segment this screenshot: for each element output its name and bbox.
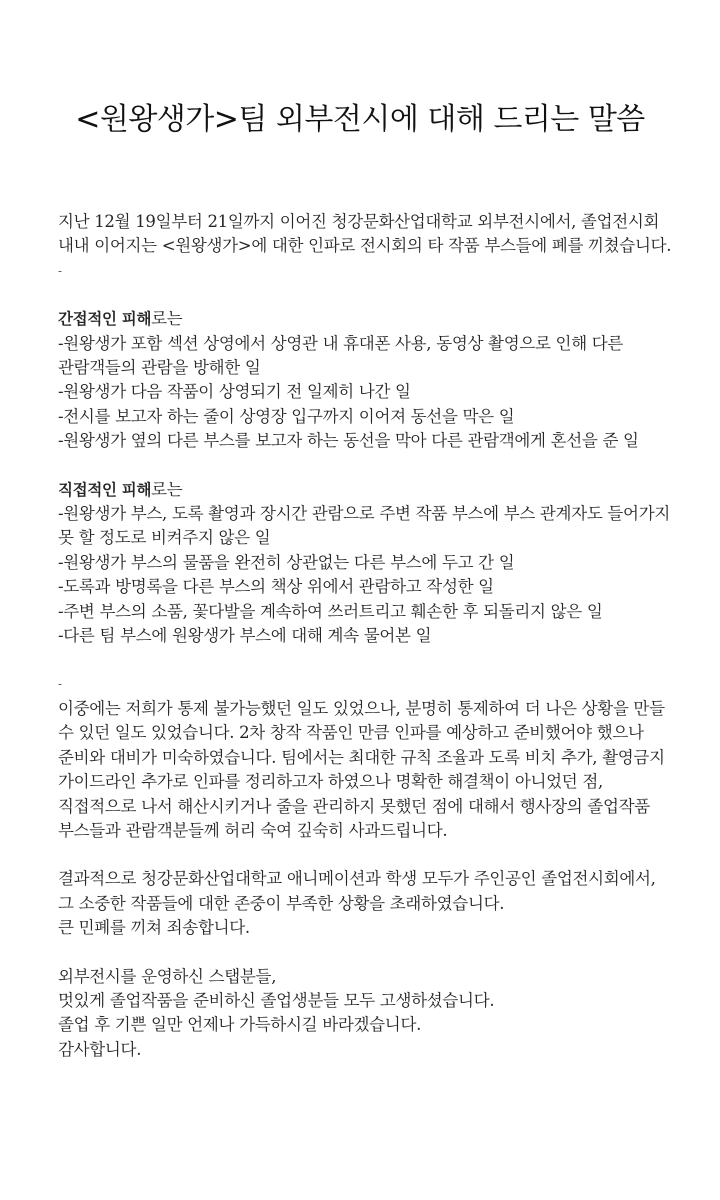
indirect-damage-section <box>58 307 678 453</box>
indirect-damage-heading <box>58 307 678 331</box>
apology-line: 이중에는 저희가 통제 불가능했던 일도 있었으나, 분명히 통제하여 더 나은 상황을 만들 <box>58 698 665 718</box>
list-item: -주변 부스의 소품, 꽃다발을 계속하여 쓰러트리고 훼손한 후 되돌리지 않은 일 <box>58 601 603 621</box>
closing-line: 감사합니다. <box>58 1039 142 1059</box>
intro-line: 내내 이어지는 <원왕생가>에 대한 인파로 전시회의 타 작품 부스들에 폐를 끼쳤습니다. <box>58 236 672 256</box>
list-item: 못 할 정도로 비켜주지 않은 일 <box>58 528 271 548</box>
intro-section <box>58 210 678 283</box>
apology-section <box>58 672 678 843</box>
list-item: -원왕생가 옆의 다른 부스를 보고자 하는 동선을 막아 다른 관람객에게 혼선을 준 일 <box>58 431 639 451</box>
apology-line: 부스들과 관람객분들께 허리 숙여 깊숙히 사과드립니다. <box>58 820 448 840</box>
direct-damage-heading-bold: 직접적인 피해 <box>58 480 152 499</box>
closing-section <box>58 965 678 1063</box>
direct-damage-section <box>58 478 678 649</box>
list-item: -원왕생가 다음 작품이 상영되기 전 일제히 나간 일 <box>58 382 411 402</box>
closing-line: 외부전시를 운영하신 스탭분들, <box>58 966 277 986</box>
list-item: -원왕생가 포함 섹션 상영에서 상영관 내 휴대폰 사용, 동영상 촬영으로 인해 다른 <box>58 333 624 353</box>
indirect-damage-heading-rest: 로는 <box>151 309 183 329</box>
list-item: 관람객들의 관람을 방해한 일 <box>58 358 261 378</box>
indirect-damage-heading-bold: 간접적인 피해 <box>58 310 152 329</box>
direct-damage-heading <box>58 478 678 502</box>
list-item: -전시를 보고자 하는 줄이 상영장 입구까지 이어져 동선을 막은 일 <box>58 406 515 426</box>
intro-line: 지난 12월 19일부터 21일까지 이어진 청강문화산업대학교 외부전시에서, 졸업전시회 <box>58 212 660 231</box>
closing-line: 졸업 후 기쁜 일만 언제나 가득하시길 바라겠습니다. <box>58 1015 422 1035</box>
conclusion-section <box>58 867 678 940</box>
section-separator: - <box>58 263 62 278</box>
list-item: -원왕생가 부스, 도록 촬영과 장시간 관람으로 주변 작품 부스에 부스 관계자도 들어가지 <box>58 504 670 524</box>
section-separator: - <box>58 677 62 692</box>
apology-line: 준비와 대비가 미숙하였습니다. 팀에서는 최대한 규칙 조율과 도록 비치 추가, 촬영금지 <box>58 747 665 767</box>
list-item: -도록과 방명록을 다른 부스의 책상 위에서 관람하고 작성한 일 <box>58 577 494 597</box>
apology-line: 수 있던 일도 있었습니다. 2차 창작 작품인 만큼 인파를 예상하고 준비했어야 했으나 <box>58 723 644 743</box>
closing-line: 멋있게 졸업작품을 준비하신 졸업생분들 모두 고생하셨습니다. <box>58 990 495 1010</box>
list-item: -다른 팀 부스에 원왕생가 부스에 대해 계속 물어본 일 <box>58 626 432 646</box>
apology-line: 직접적으로 나서 해산시키거나 줄을 관리하지 못했던 점에 대해서 행사장의 졸업작품 <box>58 796 650 816</box>
conclusion-line: 큰 민폐를 끼쳐 죄송합니다. <box>58 918 250 938</box>
conclusion-line: 그 소중한 작품들에 대한 존중이 부족한 상황을 초래하였습니다. <box>58 893 505 913</box>
apology-line: 가이드라인 추가로 인파를 정리하고자 하였으나 명확한 해결책이 아니었던 점, <box>58 772 603 792</box>
page-title: <원왕생가>팀 외부전시에 대해 드리는 말씀 <box>75 102 645 137</box>
direct-damage-heading-rest: 로는 <box>151 479 183 499</box>
conclusion-line: 결과적으로 청강문화산업대학교 애니메이션과 학생 모두가 주인공인 졸업전시회에서, <box>58 869 656 889</box>
list-item: -원왕생가 부스의 물품을 완전히 상관없는 다른 부스에 두고 간 일 <box>58 552 515 572</box>
statement-body <box>58 210 678 1062</box>
